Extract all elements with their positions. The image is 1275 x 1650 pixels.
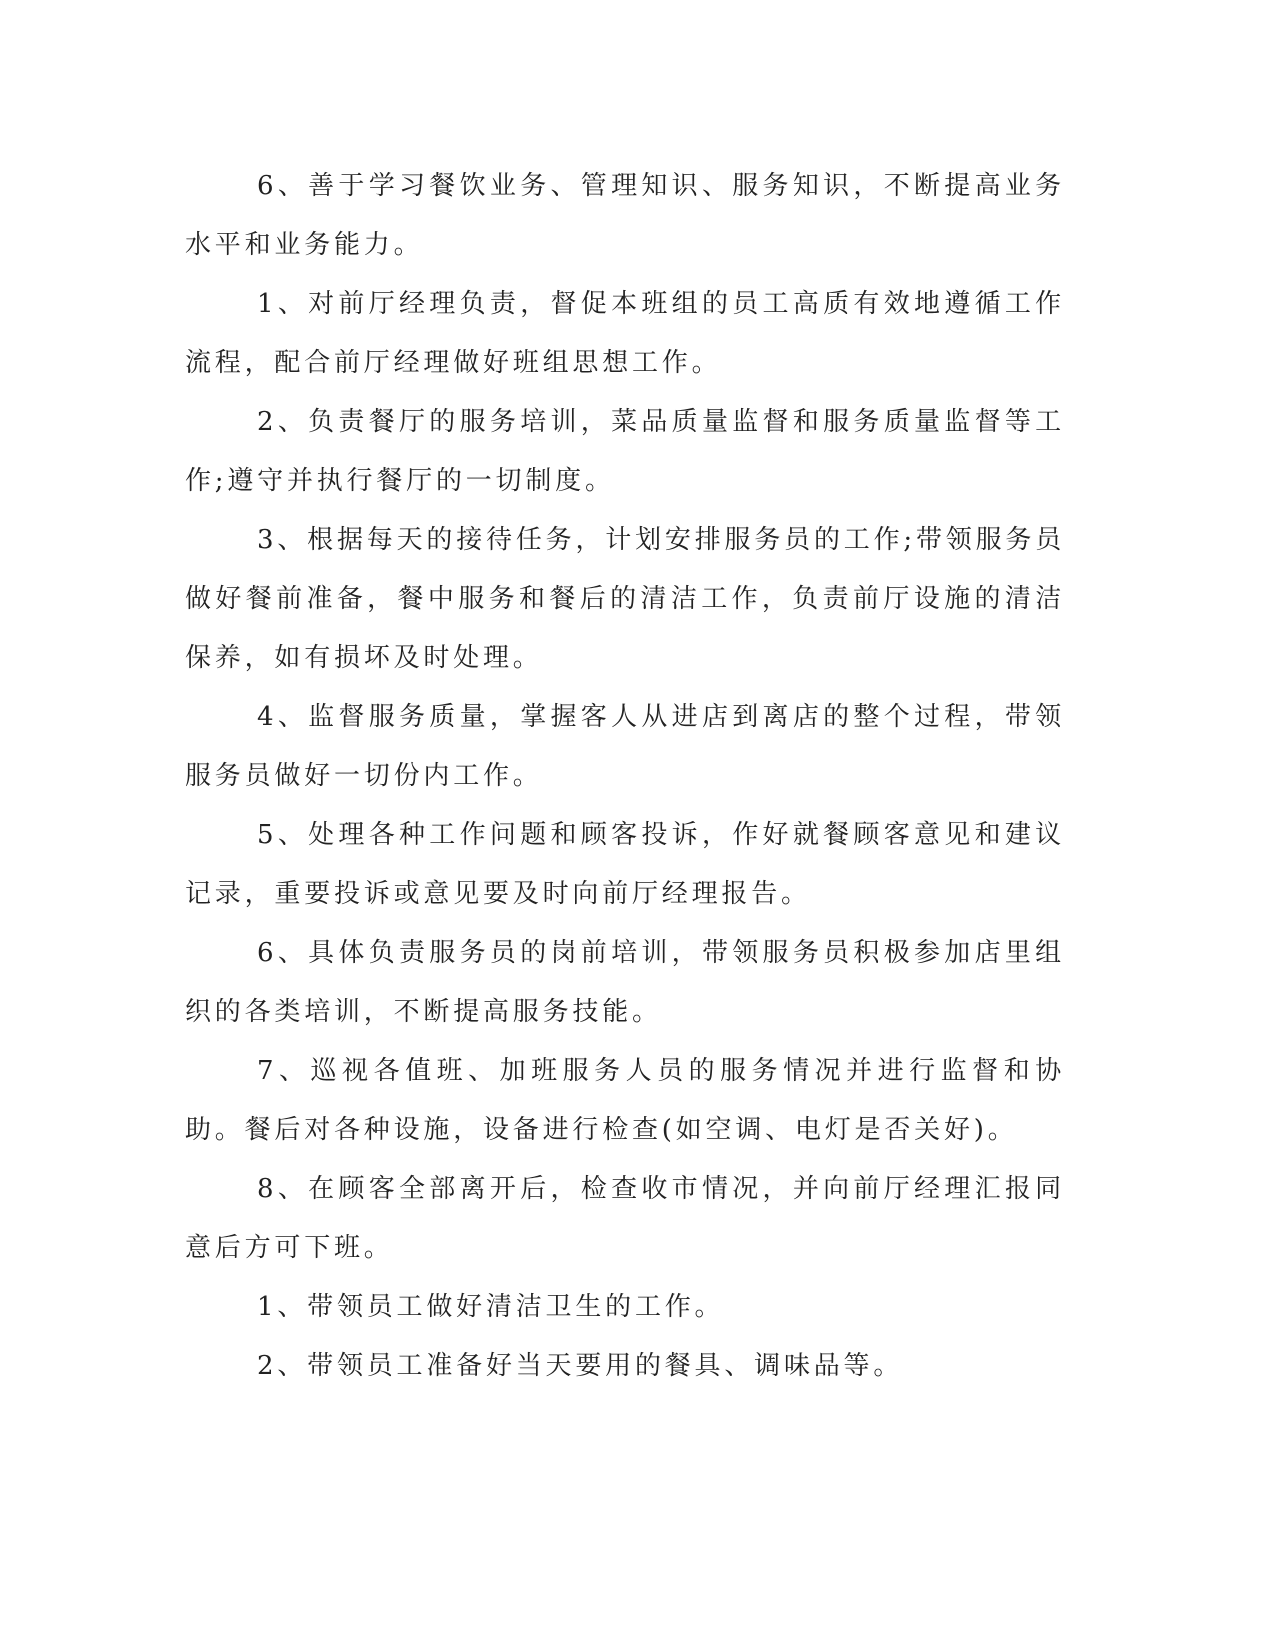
document-body — [185, 157, 1065, 1396]
paragraph: 5、处理各种工作问题和顾客投诉，作好就餐顾客意见和建议记录，重要投诉或意见要及时向前厅经理报告。 — [185, 820, 1065, 909]
paragraph: 6、具体负责服务员的岗前培训，带领服务员积极参加店里组织的各类培训，不断提高服务技能。 — [185, 938, 1065, 1027]
paragraph: 2、负责餐厅的服务培训，菜品质量监督和服务质量监督等工作;遵守并执行餐厅的一切制度。 — [185, 407, 1065, 496]
paragraph: 4、监督服务质量，掌握客人从进店到离店的整个过程，带领服务员做好一切份内工作。 — [185, 702, 1065, 791]
paragraph: 1、对前厅经理负责，督促本班组的员工高质有效地遵循工作流程，配合前厅经理做好班组思想工作。 — [185, 289, 1065, 378]
paragraph: 2、带领员工准备好当天要用的餐具、调味品等。 — [257, 1351, 904, 1381]
paragraph: 8、在顾客全部离开后，检查收市情况，并向前厅经理汇报同意后方可下班。 — [185, 1174, 1065, 1263]
paragraph: 1、带领员工做好清洁卫生的工作。 — [257, 1292, 725, 1322]
paragraph: 7、巡视各值班、加班服务人员的服务情况并进行监督和协助。餐后对各种设施，设备进行检查(如空调、电灯是否关好)。 — [185, 1056, 1065, 1145]
paragraph: 3、根据每天的接待任务，计划安排服务员的工作;带领服务员做好餐前准备，餐中服务和餐后的清洁工作，负责前厅设施的清洁保养，如有损坏及时处理。 — [185, 525, 1065, 673]
paragraph: 6、善于学习餐饮业务、管理知识、服务知识，不断提高业务水平和业务能力。 — [185, 171, 1065, 260]
